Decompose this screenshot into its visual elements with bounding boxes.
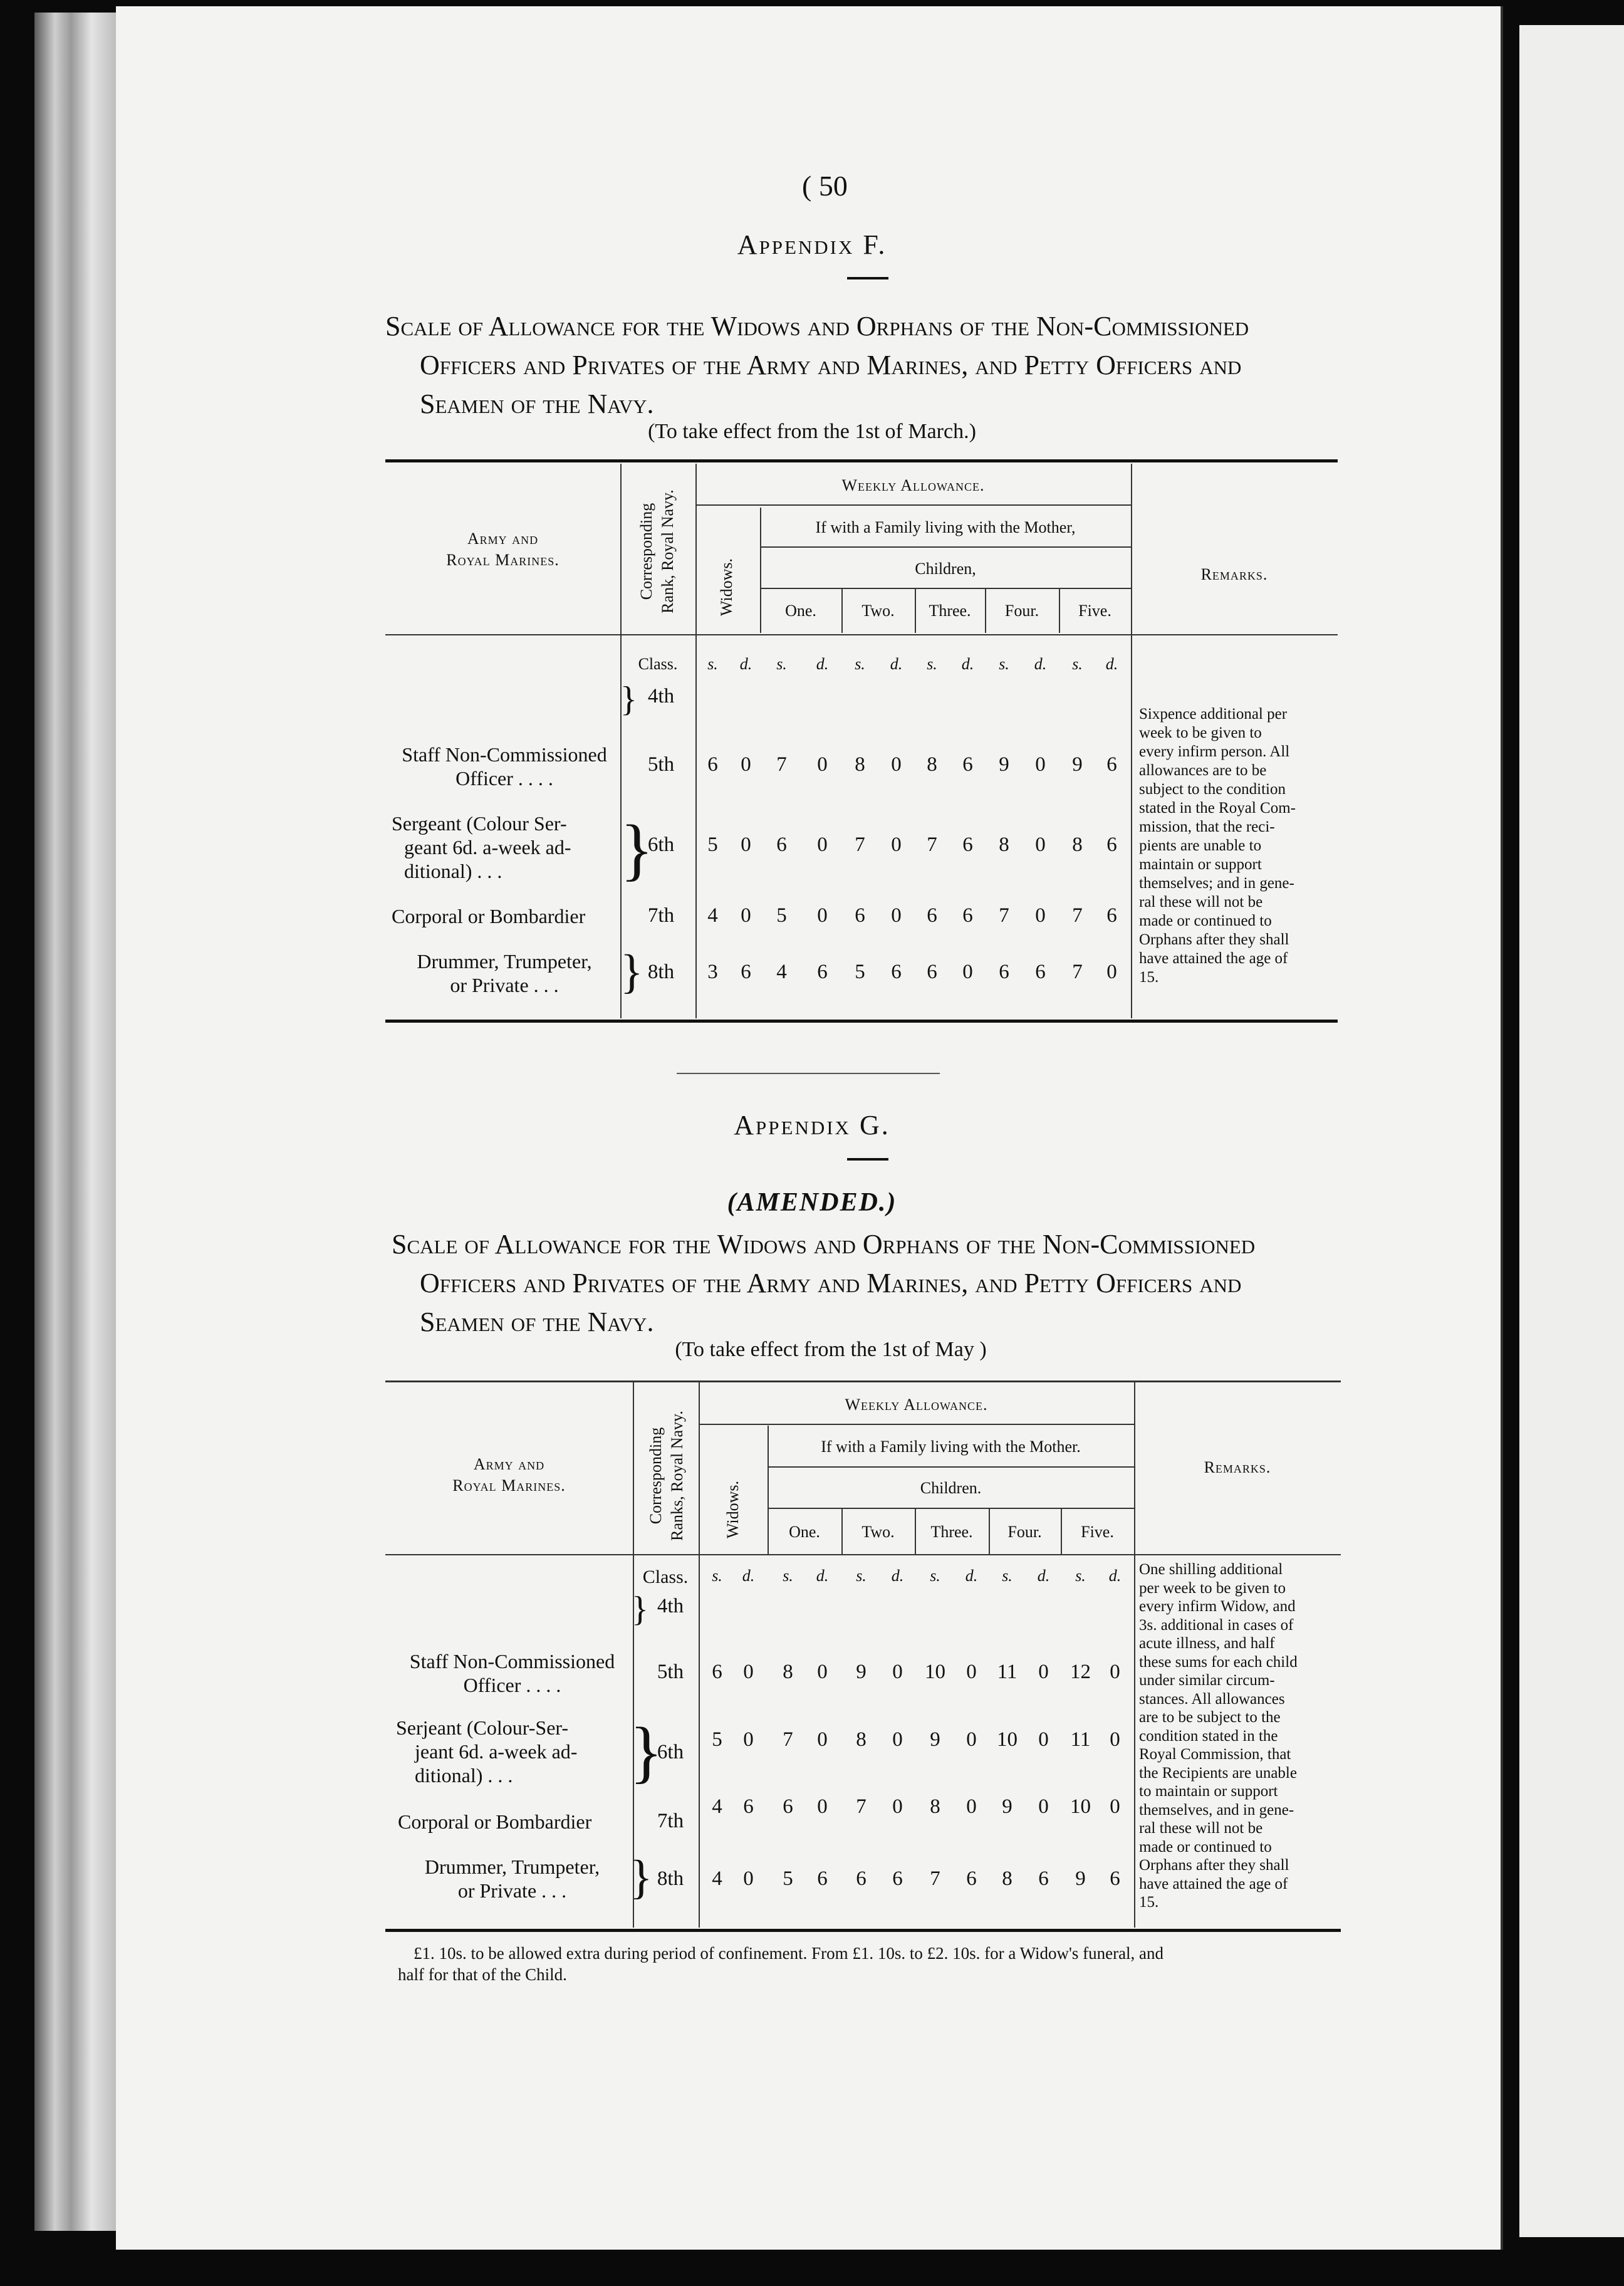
- corresponding-rank-header: [645, 1407, 689, 1545]
- remarks-line: themselves, and in gene-: [1139, 1801, 1294, 1819]
- rank-line: Corporal or Bombardier: [392, 905, 586, 927]
- value-cell: 8: [930, 1795, 940, 1818]
- unit-label: s.: [783, 1567, 793, 1585]
- army-header: [385, 528, 620, 571]
- table-bottom-rule: [385, 1929, 1341, 1932]
- value-cell: 0: [741, 833, 751, 856]
- remarks-line: stances. All allowances: [1139, 1690, 1285, 1708]
- value-cell: 6: [855, 904, 865, 927]
- value-cell: 0: [892, 1795, 903, 1818]
- remarks-line: 3s. additional in cases of: [1139, 1616, 1294, 1634]
- widows-header: Widows.: [717, 558, 736, 617]
- value-cell: 6: [999, 961, 1009, 983]
- child-col-three: Three.: [930, 1523, 973, 1541]
- value-cell: 0: [966, 1661, 977, 1683]
- value-cell: 6: [743, 1795, 754, 1818]
- remarks-line: 15.: [1139, 1894, 1159, 1911]
- value-cell: 9: [999, 753, 1009, 776]
- remarks-line: every infirm Widow, and: [1139, 1598, 1296, 1615]
- rank-line: Staff Non-Commissioned: [402, 743, 607, 766]
- value-cell: 6: [783, 1795, 793, 1818]
- class-cell: 7th: [647, 904, 675, 927]
- child-col-three: Three.: [929, 602, 971, 620]
- widows-header: Widows.: [724, 1480, 742, 1539]
- value-cell: 6: [927, 904, 937, 927]
- value-cell: 0: [817, 904, 828, 927]
- rank-line: Serjeant (Colour-Ser-: [396, 1716, 569, 1739]
- unit-label: s.: [1002, 1567, 1012, 1585]
- corresponding-line: Rank, Royal Navy.: [658, 489, 677, 613]
- remarks-header: Remarks.: [1204, 1458, 1271, 1476]
- title-rule: [847, 1158, 888, 1161]
- unit-label: d.: [961, 655, 974, 673]
- value-cell: 11: [1070, 1728, 1091, 1751]
- value-cell: 5: [707, 833, 718, 856]
- child-col-one: One.: [789, 1523, 820, 1541]
- value-cell: 9: [930, 1728, 940, 1751]
- rank-line: Officer . . . .: [455, 767, 553, 790]
- rank-line: Officer . . . .: [463, 1674, 561, 1696]
- header-rule: [760, 546, 1131, 548]
- child-col-five: Five.: [1078, 602, 1111, 620]
- remarks-line: mission, that the reci-: [1139, 818, 1275, 835]
- remarks-line: every infirm person. All: [1139, 743, 1290, 760]
- child-col-two: Two.: [861, 602, 895, 620]
- row-brace: }: [620, 946, 643, 998]
- value-cell: 6: [1106, 833, 1117, 856]
- value-cell: 7: [1072, 904, 1083, 927]
- remarks-line: 15.: [1139, 969, 1159, 986]
- remarks-line: One shilling additional: [1139, 1561, 1283, 1578]
- unit-label: d.: [1105, 655, 1118, 673]
- value-cell: 9: [1072, 753, 1083, 776]
- scale-title-line: Officers and Privates of the Army and Marines, and Petty Officers and: [420, 350, 1242, 380]
- remarks-line: Orphans after they shall: [1139, 1857, 1289, 1874]
- rank-label: [396, 1716, 628, 1787]
- value-cell: 4: [712, 1867, 722, 1890]
- value-cell: 7: [855, 833, 865, 856]
- remarks-line: these sums for each child: [1139, 1653, 1298, 1671]
- value-cell: 11: [997, 1661, 1018, 1683]
- amended-label: (AMENDED.): [727, 1188, 897, 1217]
- value-cell: 8: [999, 833, 1009, 856]
- remarks-line: are to be subject to the: [1139, 1709, 1281, 1726]
- value-cell: 0: [1110, 1728, 1120, 1751]
- row-brace: }: [620, 811, 653, 887]
- child-col-one: One.: [785, 602, 816, 620]
- value-cell: 6: [962, 833, 973, 856]
- value-cell: 6: [1106, 753, 1117, 776]
- value-cell: 8: [856, 1728, 867, 1751]
- value-cell: 6: [1038, 1867, 1049, 1890]
- remarks-line: per week to be given to: [1139, 1579, 1286, 1597]
- value-cell: 4: [707, 904, 718, 927]
- rank-line: geant 6d. a-week ad-: [404, 836, 571, 859]
- unit-label: d.: [742, 1567, 755, 1585]
- rank-line: Sergeant (Colour Ser-: [392, 812, 567, 835]
- child-col-four: Four.: [1007, 1523, 1042, 1541]
- appendix-f-effect-note: (To take effect from the 1st of March.): [648, 420, 976, 443]
- value-cell: 8: [1072, 833, 1083, 856]
- unit-label: d.: [1037, 1567, 1050, 1585]
- value-cell: 0: [743, 1661, 754, 1683]
- value-cell: 0: [1035, 904, 1046, 927]
- value-cell: 6: [712, 1661, 722, 1683]
- value-cell: 6: [741, 961, 751, 983]
- value-cell: 6: [856, 1867, 867, 1890]
- col-divider: [695, 464, 697, 1018]
- value-cell: 5: [855, 961, 865, 983]
- value-cell: 6: [892, 1867, 903, 1890]
- value-cell: 7: [1072, 961, 1083, 983]
- unit-label: d.: [816, 655, 829, 673]
- rank-label: [398, 1810, 633, 1834]
- value-cell: 6: [817, 961, 828, 983]
- rank-line: Staff Non-Commissioned: [409, 1650, 615, 1673]
- value-cell: 6: [891, 961, 902, 983]
- value-cell: 9: [856, 1661, 867, 1683]
- rank-label: [395, 1855, 630, 1902]
- value-cell: 4: [712, 1795, 722, 1818]
- value-cell: 0: [1035, 753, 1046, 776]
- col-divider: [699, 1382, 700, 1928]
- unit-label: s.: [930, 1567, 940, 1585]
- value-cell: 9: [1075, 1867, 1086, 1890]
- class-cell: 4th: [647, 685, 675, 707]
- unit-label: s.: [999, 655, 1009, 673]
- rank-line: Drummer, Trumpeter,: [424, 1855, 600, 1878]
- col-divider: [1131, 464, 1132, 1018]
- unit-label: d.: [965, 1567, 978, 1585]
- value-cell: 0: [891, 904, 902, 927]
- value-cell: 0: [741, 904, 751, 927]
- scale-title-line: Scale of Allowance for the Widows and Orphans of the Non-Commissioned: [392, 1229, 1256, 1260]
- rank-label: [392, 743, 617, 790]
- rank-label: [392, 949, 617, 997]
- army-header-line: Army and: [467, 530, 539, 548]
- child-col-four: Four.: [1004, 602, 1039, 620]
- rank-line: or Private . . .: [450, 974, 559, 996]
- unit-label: Class.: [642, 1567, 689, 1587]
- corresponding-rank-header: [636, 483, 680, 620]
- remarks-line: Orphans after they shall: [1139, 931, 1289, 948]
- class-cell: 6th: [657, 1741, 684, 1763]
- class-cell: 8th: [647, 961, 675, 983]
- page-number: ( 50: [802, 170, 848, 202]
- class-brace: }: [632, 1590, 648, 1629]
- remarks-line: subject to the condition: [1139, 781, 1286, 798]
- scale-title-line: Scale of Allowance for the Widows and Orphans of the Non-Commissioned: [385, 311, 1249, 342]
- value-cell: 0: [817, 1661, 828, 1683]
- value-cell: 0: [817, 1795, 828, 1818]
- army-header: [385, 1454, 633, 1496]
- value-cell: 9: [1002, 1795, 1012, 1818]
- class-cell: 6th: [647, 833, 675, 856]
- unit-label: s.: [776, 655, 787, 673]
- unit-label: d.: [890, 655, 903, 673]
- header-bottom-rule: [385, 634, 1338, 635]
- unit-label: s.: [1072, 655, 1083, 673]
- header-rule: [695, 504, 1131, 506]
- remarks-line: ral these will not be: [1139, 1820, 1263, 1837]
- value-cell: 7: [783, 1728, 793, 1751]
- table-top-rule: [385, 1380, 1341, 1382]
- value-cell: 0: [892, 1661, 903, 1683]
- value-cell: 8: [1002, 1867, 1012, 1890]
- value-cell: 0: [966, 1728, 977, 1751]
- appendix-g-title: Appendix G.: [734, 1110, 890, 1140]
- value-cell: 6: [1035, 961, 1046, 983]
- value-cell: 10: [1070, 1795, 1091, 1818]
- value-cell: 0: [817, 1728, 828, 1751]
- army-header-line: Royal Marines.: [452, 1476, 566, 1495]
- header-rule: [768, 1508, 1134, 1509]
- value-cell: 0: [1106, 961, 1117, 983]
- child-col-five: Five.: [1081, 1523, 1114, 1541]
- remarks-line: to maintain or support: [1139, 1783, 1278, 1800]
- value-cell: 10: [925, 1661, 945, 1683]
- weekly-allowance-header: Weekly Allowance.: [845, 1396, 988, 1414]
- remarks-line: have attained the age of: [1139, 1875, 1288, 1892]
- row-brace: }: [630, 1713, 663, 1790]
- value-cell: 0: [1038, 1728, 1049, 1751]
- appendix-f-title: Appendix F.: [737, 229, 887, 260]
- value-cell: 4: [776, 961, 787, 983]
- class-brace: }: [620, 680, 637, 719]
- rank-line: Corporal or Bombardier: [398, 1810, 592, 1833]
- child-col-two: Two.: [861, 1523, 895, 1541]
- value-cell: 0: [741, 753, 751, 776]
- value-cell: 6: [1110, 1867, 1120, 1890]
- unit-label: d.: [739, 655, 752, 673]
- value-cell: 5: [712, 1728, 722, 1751]
- unit-label: s.: [712, 1567, 722, 1585]
- appendix-g-effect-note: (To take effect from the 1st of May ): [675, 1338, 987, 1361]
- unit-label: d.: [1108, 1567, 1122, 1585]
- rank-label: [395, 1649, 630, 1697]
- class-cell: 8th: [657, 1867, 684, 1890]
- rank-line: jeant 6d. a-week ad-: [415, 1740, 578, 1763]
- appendix-g-remarks: [1139, 1560, 1345, 1912]
- value-cell: 0: [817, 753, 828, 776]
- footnote-line: £1. 10s. to be allowed extra during period of confinement. From £1. 10s. to £2. 10s. for a Widow's funeral, and: [414, 1944, 1164, 1963]
- value-cell: 0: [1035, 833, 1046, 856]
- remarks-line: have attained the age of: [1139, 950, 1288, 967]
- class-cell: 5th: [647, 753, 675, 776]
- remarks-line: made or continued to: [1139, 912, 1272, 929]
- value-cell: 6: [1106, 904, 1117, 927]
- unit-label: d.: [816, 1567, 829, 1585]
- value-cell: 6: [707, 753, 718, 776]
- corresponding-line: Ranks, Royal Navy.: [668, 1411, 686, 1541]
- class-cell: 4th: [657, 1595, 684, 1617]
- remarks-line: stated in the Royal Com-: [1139, 800, 1296, 817]
- value-cell: 7: [776, 753, 787, 776]
- unit-label: s.: [855, 655, 865, 673]
- footnote: [398, 1943, 1344, 1985]
- value-cell: 5: [776, 904, 787, 927]
- header-rule: [699, 1424, 1134, 1425]
- col-divider: [633, 1382, 634, 1928]
- remarks-line: Royal Commission, that: [1139, 1746, 1291, 1763]
- remarks-header: Remarks.: [1200, 565, 1268, 583]
- section-separator: [677, 1073, 940, 1074]
- remarks-line: allowances are to be: [1139, 762, 1267, 779]
- value-cell: 12: [1070, 1661, 1091, 1683]
- unit-label: Class.: [638, 655, 678, 673]
- remarks-line: ral these will not be: [1139, 894, 1263, 911]
- remarks-line: themselves; and in gene-: [1139, 875, 1294, 892]
- army-header-line: Army and: [473, 1455, 545, 1473]
- corresponding-line: Corresponding: [637, 503, 655, 600]
- scale-title-line: Seamen of the Navy.: [420, 389, 654, 419]
- value-cell: 0: [966, 1795, 977, 1818]
- table-top-rule: [385, 459, 1338, 462]
- family-header: If with a Family living with the Mother.: [821, 1438, 1081, 1456]
- remarks-line: Sixpence additional per: [1139, 706, 1288, 723]
- unit-label: s.: [1075, 1567, 1086, 1585]
- value-cell: 8: [783, 1661, 793, 1683]
- value-cell: 3: [707, 961, 718, 983]
- class-cell: 5th: [657, 1661, 684, 1683]
- unit-label: s.: [856, 1567, 867, 1585]
- children-header: Children,: [915, 560, 976, 578]
- value-cell: 0: [891, 753, 902, 776]
- remarks-line: under similar circum-: [1139, 1672, 1275, 1689]
- value-cell: 0: [1110, 1661, 1120, 1683]
- value-cell: 8: [927, 753, 937, 776]
- remarks-line: the Recipients are unable: [1139, 1764, 1297, 1782]
- value-cell: 0: [892, 1728, 903, 1751]
- value-cell: 0: [891, 833, 902, 856]
- value-cell: 0: [1038, 1661, 1049, 1683]
- value-cell: 7: [999, 904, 1009, 927]
- value-cell: 0: [743, 1728, 754, 1751]
- table-bottom-rule: [385, 1020, 1338, 1023]
- value-cell: 6: [776, 833, 787, 856]
- rank-label: [392, 904, 623, 928]
- unit-label: s.: [707, 655, 718, 673]
- row-brace: }: [630, 1851, 653, 1904]
- header-rule: [768, 1466, 1134, 1468]
- value-cell: 0: [1110, 1795, 1120, 1818]
- remarks-line: made or continued to: [1139, 1838, 1272, 1855]
- remarks-line: maintain or support: [1139, 856, 1262, 873]
- scale-title-line: Seamen of the Navy.: [420, 1307, 654, 1337]
- value-cell: 6: [817, 1867, 828, 1890]
- remarks-line: week to be given to: [1139, 724, 1262, 741]
- unit-label: d.: [1034, 655, 1047, 673]
- remarks-line: pients are unable to: [1139, 837, 1262, 854]
- value-cell: 8: [855, 753, 865, 776]
- value-cell: 0: [743, 1867, 754, 1890]
- appendix-f-remarks: [1139, 705, 1341, 987]
- value-cell: 6: [962, 904, 973, 927]
- value-cell: 7: [927, 833, 937, 856]
- value-cell: 7: [856, 1795, 867, 1818]
- class-cell: 7th: [657, 1810, 684, 1832]
- remarks-line: condition stated in the: [1139, 1727, 1278, 1745]
- header-rule: [760, 588, 1131, 589]
- rank-line: or Private . . .: [457, 1879, 567, 1902]
- appendix-f-scale-title: [385, 307, 1344, 424]
- remarks-line: acute illness, and half: [1139, 1635, 1275, 1652]
- footnote-line: half for that of the Child.: [398, 1965, 567, 1984]
- corresponding-line: Corresponding: [647, 1427, 665, 1525]
- appendix-g-scale-title: [392, 1225, 1344, 1342]
- value-cell: 5: [783, 1867, 793, 1890]
- weekly-allowance-header: Weekly Allowance.: [841, 476, 985, 494]
- value-cell: 0: [817, 833, 828, 856]
- value-cell: 0: [962, 961, 973, 983]
- family-header: If with a Family living with the Mother,: [815, 518, 1076, 536]
- children-header: Children.: [920, 1479, 982, 1497]
- col-divider: [620, 464, 622, 1018]
- value-cell: 10: [997, 1728, 1018, 1751]
- rank-label: [392, 812, 617, 883]
- unit-label: s.: [927, 655, 937, 673]
- army-header-line: Royal Marines.: [446, 551, 560, 569]
- header-bottom-rule: [385, 1554, 1341, 1555]
- rank-line: ditional) . . .: [404, 860, 502, 882]
- scale-title-line: Officers and Privates of the Army and Marines, and Petty Officers and: [420, 1268, 1242, 1298]
- value-cell: 7: [930, 1867, 940, 1890]
- value-cell: 0: [1038, 1795, 1049, 1818]
- value-cell: 6: [927, 961, 937, 983]
- value-cell: 6: [966, 1867, 977, 1890]
- title-rule: [847, 277, 888, 279]
- rank-line: Drummer, Trumpeter,: [417, 950, 592, 973]
- value-cell: 6: [962, 753, 973, 776]
- rank-line: ditional) . . .: [415, 1764, 513, 1787]
- unit-label: d.: [891, 1567, 904, 1585]
